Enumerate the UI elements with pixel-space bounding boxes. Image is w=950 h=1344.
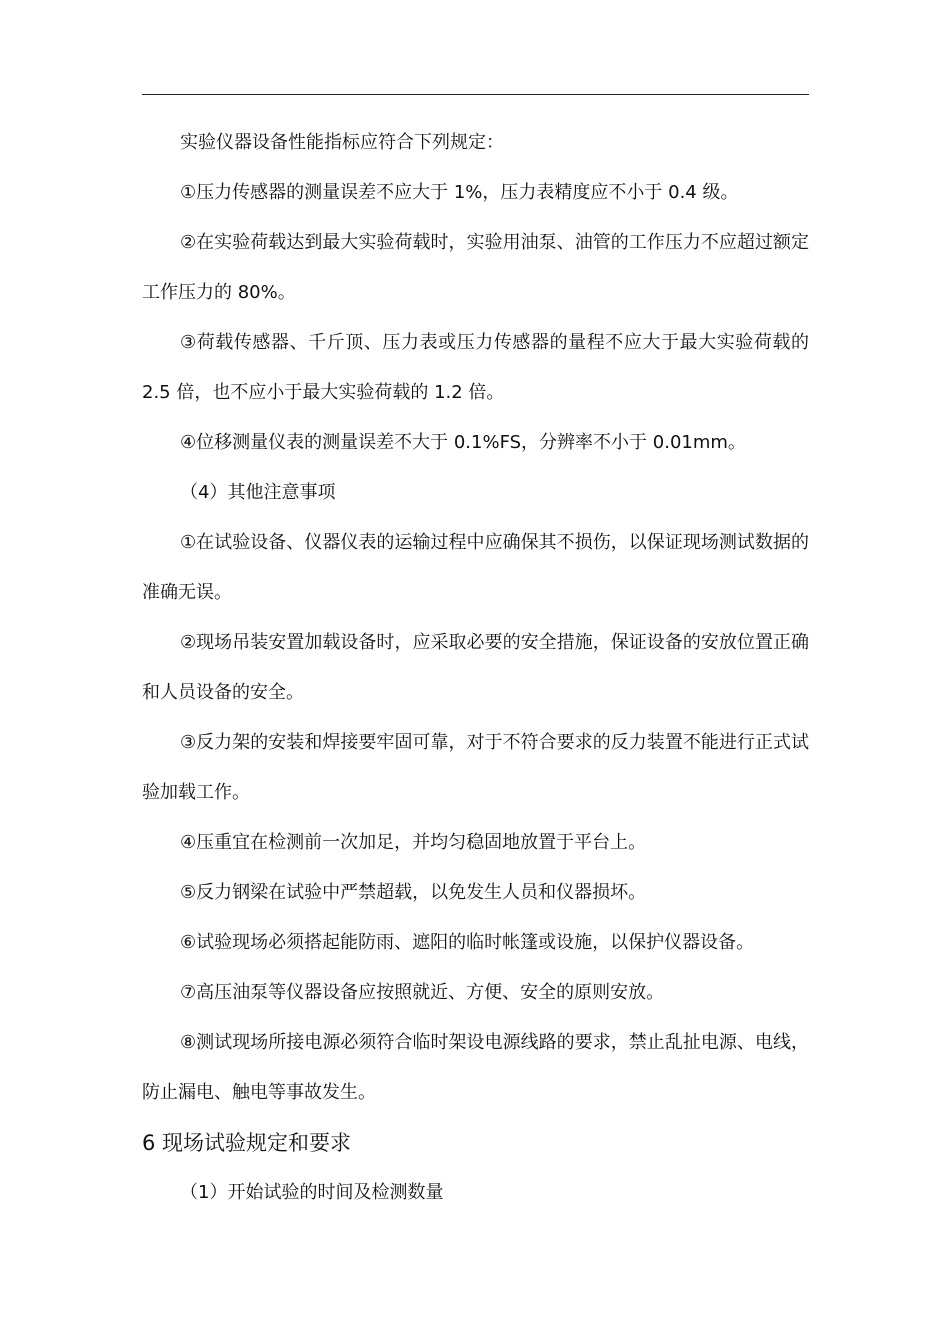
section-heading: 6 现场试验规定和要求 — [142, 1131, 352, 1155]
paragraph-item-1: ①压力传感器的测量误差不应大于 1%，压力表精度应不小于 0.4 级。 — [180, 182, 739, 203]
header-rule — [142, 94, 809, 95]
paragraph-note-7: ⑦高压油泵等仪器设备应按照就近、方便、安全的原则安放。 — [180, 982, 665, 1003]
paragraph-item-2: ②在实验荷载达到最大实验荷载时，实验用油泵、油管的工作压力不应超过额定工作压力的 80%。 — [142, 232, 809, 303]
paragraph-note-1: ①在试验设备、仪器仪表的运输过程中应确保其不损伤，以保证现场测试数据的准确无误。 — [142, 532, 809, 603]
paragraph-item-4: ④位移测量仪表的测量误差不大于 0.1%FS，分辨率不小于 0.01mm。 — [180, 432, 746, 453]
paragraph-note-6: ⑥试验现场必须搭起能防雨、遮阳的临时帐篷或设施，以保护仪器设备。 — [180, 932, 755, 953]
paragraph-note-8: ⑧测试现场所接电源必须符合临时架设电源线路的要求，禁止乱扯电源、电线，防止漏电、触电等事故发生。 — [142, 1032, 809, 1103]
subheading-other-notes: （4）其他注意事项 — [180, 482, 336, 503]
paragraph-item-3: ③荷载传感器、千斤顶、压力表或压力传感器的量程不应大于最大实验荷载的 2.5 倍，也不应小于最大实验荷载的 1.2 倍。 — [142, 332, 809, 403]
paragraph-note-4: ④压重宜在检测前一次加足，并均匀稳固地放置于平台上。 — [180, 832, 647, 853]
paragraph-note-2: ②现场吊装安置加载设备时，应采取必要的安全措施，保证设备的安放位置正确和人员设备的安全。 — [142, 632, 809, 703]
paragraph-note-3: ③反力架的安装和焊接要牢固可靠，对于不符合要求的反力装置不能进行正式试验加载工作。 — [142, 732, 809, 803]
document-body — [142, 118, 809, 1218]
paragraph-note-5: ⑤反力钢梁在试验中严禁超载，以免发生人员和仪器损坏。 — [180, 882, 647, 903]
subheading-start-time: （1）开始试验的时间及检测数量 — [180, 1182, 444, 1203]
paragraph-instrument-requirements: 实验仪器设备性能指标应符合下列规定： — [180, 132, 504, 153]
